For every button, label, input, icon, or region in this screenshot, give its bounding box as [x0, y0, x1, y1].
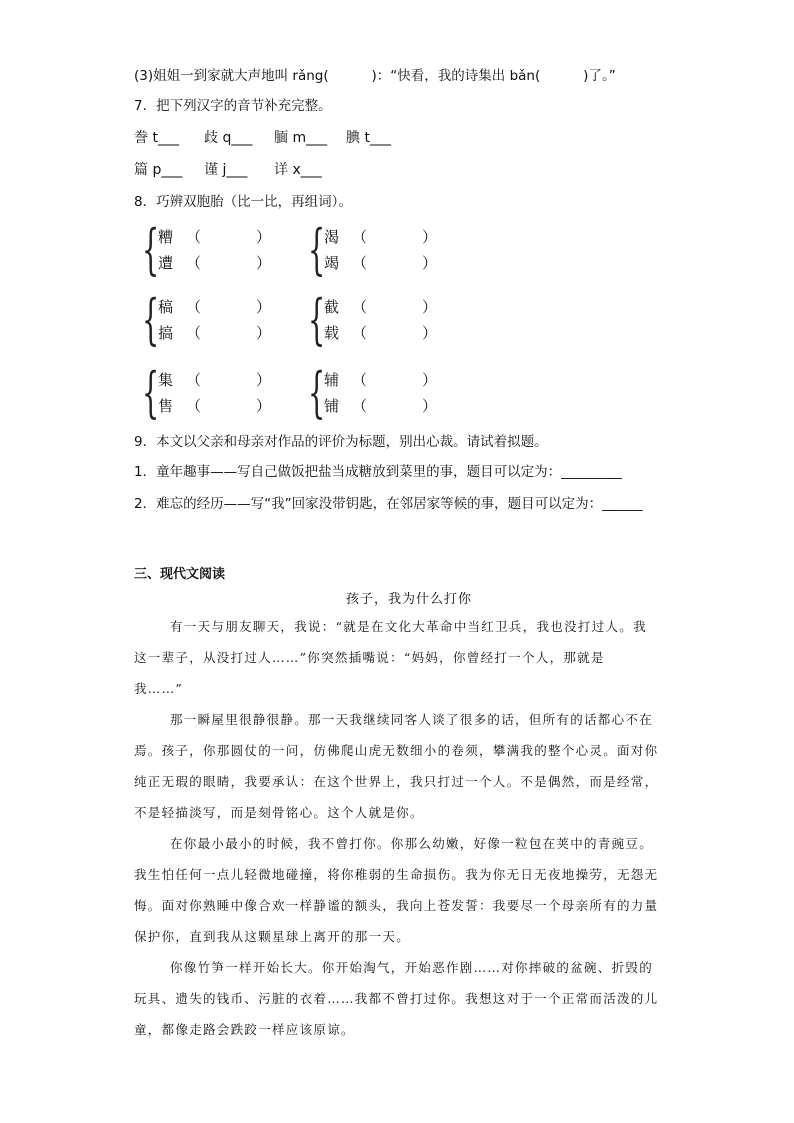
paren-open: （ [186, 298, 202, 316]
essay-line: 玩具、遗失的钱币、污脏的衣着……我都不曾打过你。我想这对于一个正常而活泼的儿 [134, 991, 659, 1006]
paren-close: ） [422, 397, 438, 415]
pinyin-blank-item: 誊 t___ [134, 130, 179, 146]
paren-open: （ [352, 228, 368, 246]
essay-line: 不是轻描淡写，而是刻骨铭心。这个人就是你。 [134, 805, 424, 820]
pair-char-top: 稿 [158, 298, 174, 316]
question-7-title [134, 96, 332, 116]
pair-char-top: 糟 [158, 228, 174, 246]
paren-open: （ [352, 298, 368, 316]
paren-close: ） [256, 228, 272, 246]
paren-close: ） [422, 324, 438, 342]
pinyin-blank-item: 腼 m___ [274, 130, 328, 146]
essay-line: 焉。孩子，你那圆仗的一问，仿佛爬山虎无数细小的卷须，攀满我的整个心灵。面对你 [134, 743, 659, 758]
paren-open: （ [186, 324, 202, 342]
paren-close: ） [256, 371, 272, 389]
paren-close: ） [256, 254, 272, 272]
paren-close: ） [422, 254, 438, 272]
paren-open: （ [186, 371, 202, 389]
essay-line: 这一辈子，从没打过人……”你突然插嘴说：“妈妈，你曾经打一个人，那就是 [134, 650, 605, 665]
pinyin-blank-item: 歧 q___ [204, 130, 253, 146]
pair-char-bottom: 竭 [324, 254, 340, 272]
question-9-item-2 [134, 494, 643, 514]
char-pair-5 [142, 361, 302, 424]
char-pair-4 [308, 288, 468, 351]
paren-close: ） [256, 324, 272, 342]
pinyin-blank-item: 详 x___ [274, 162, 322, 178]
pair-char-bottom: 载 [324, 324, 340, 342]
left-brace-icon: { [142, 288, 160, 351]
left-brace-icon: { [142, 218, 160, 281]
paren-open: （ [186, 397, 202, 415]
essay-line: 你像竹笋一样开始长大。你开始淘气，开始恶作剧……对你摔破的盆碗、折毁的 [170, 960, 654, 975]
pair-char-top: 渴 [324, 228, 340, 246]
char-pair-2 [308, 218, 468, 281]
question-9-item-1-text: 1．童年趣事——写自己做饭把盐当成糖放到菜里的事，题目可以定为：_________ [134, 464, 622, 480]
left-brace-icon: { [142, 361, 160, 424]
pinyin-blank-item: 腆 t___ [346, 130, 391, 146]
question-9-item-2-text: 2．难忘的经历——写“我”回家没带钥匙，在邻居家等候的事，题目可以定为：______ [134, 496, 643, 512]
pair-char-top: 辅 [324, 371, 340, 389]
pair-char-bottom: 搞 [158, 324, 174, 342]
char-pair-3 [142, 288, 302, 351]
essay-line: 我生怕任何一点儿轻微地碰撞，将你稚弱的生命损伤。我为你无日无夜地操劳，无怨无 [134, 867, 659, 882]
essay-line: 悔。面对你熟睡中像合欢一样静谧的额头，我向上苍发誓：我要尽一个母亲所有的力量 [134, 898, 659, 913]
char-pair-6 [308, 361, 468, 424]
paren-open: （ [352, 371, 368, 389]
paren-open: （ [352, 324, 368, 342]
question-9-item-1 [134, 462, 622, 482]
question-7-row-2 [134, 160, 434, 180]
left-brace-icon: { [308, 361, 326, 424]
essay-title: 孩子，我为什么打你 [346, 592, 473, 607]
essay-line: 那一瞬屋里很静很静。那一天我继续同客人谈了很多的话，但所有的话都心不在 [170, 712, 654, 727]
question-7-row-1 [134, 128, 434, 148]
essay-line: 童，都像走路会跌跤一样应该原谅。 [134, 1022, 355, 1037]
question-9-title-text: 9．本文以父亲和母亲对作品的评价为标题，别出心裁。请试着拟题。 [134, 434, 548, 450]
paren-open: （ [186, 254, 202, 272]
pair-char-bottom: 遭 [158, 254, 174, 272]
question-7-title-text: 7．把下列汉字的音节补充完整。 [134, 98, 332, 114]
question-6-3-text: (3)姐姐一到家就大声地叫 rǎng( )：“快看，我的诗集出 bǎn( )了。” [134, 68, 616, 84]
paren-close: ） [422, 228, 438, 246]
question-9-title [134, 432, 548, 452]
paren-close: ） [422, 298, 438, 316]
paren-open: （ [352, 397, 368, 415]
pair-char-top: 集 [158, 371, 174, 389]
left-brace-icon: { [308, 288, 326, 351]
char-pair-1 [142, 218, 302, 281]
essay-line: 我……” [134, 681, 184, 696]
paren-open: （ [352, 254, 368, 272]
paren-close: ） [256, 397, 272, 415]
section-heading: 三、现代文阅读 [134, 567, 226, 582]
paren-close: ） [422, 371, 438, 389]
pinyin-blank-item: 篇 p___ [134, 162, 183, 178]
pair-char-bottom: 铺 [324, 397, 340, 415]
question-8-title-text: 8．巧辨双胞胎（比一比，再组词）。 [134, 194, 352, 210]
pair-char-top: 截 [324, 298, 340, 316]
pinyin-blank-item: 谨 j___ [204, 162, 248, 178]
paren-close: ） [256, 298, 272, 316]
essay-line: 有一天与朋友聊天，我说：“就是在文化大革命中当红卫兵，我也没打过人。我 [170, 619, 647, 634]
question-8-title [134, 192, 352, 212]
left-brace-icon: { [308, 218, 326, 281]
essay-line: 在你最小最小的时候，我不曾打你。你那么幼嫩，好像一粒包在荚中的青豌豆。 [170, 836, 654, 851]
pair-char-bottom: 售 [158, 397, 174, 415]
paren-open: （ [186, 228, 202, 246]
essay-line: 纯正无瑕的眼睛，我要承认：在这个世界上，我只打过一个人。不是偶然，而是经常， [134, 774, 659, 789]
essay-line: 保护你，直到我从这颗星球上离开的那一天。 [134, 929, 411, 944]
question-6-3 [134, 66, 616, 86]
